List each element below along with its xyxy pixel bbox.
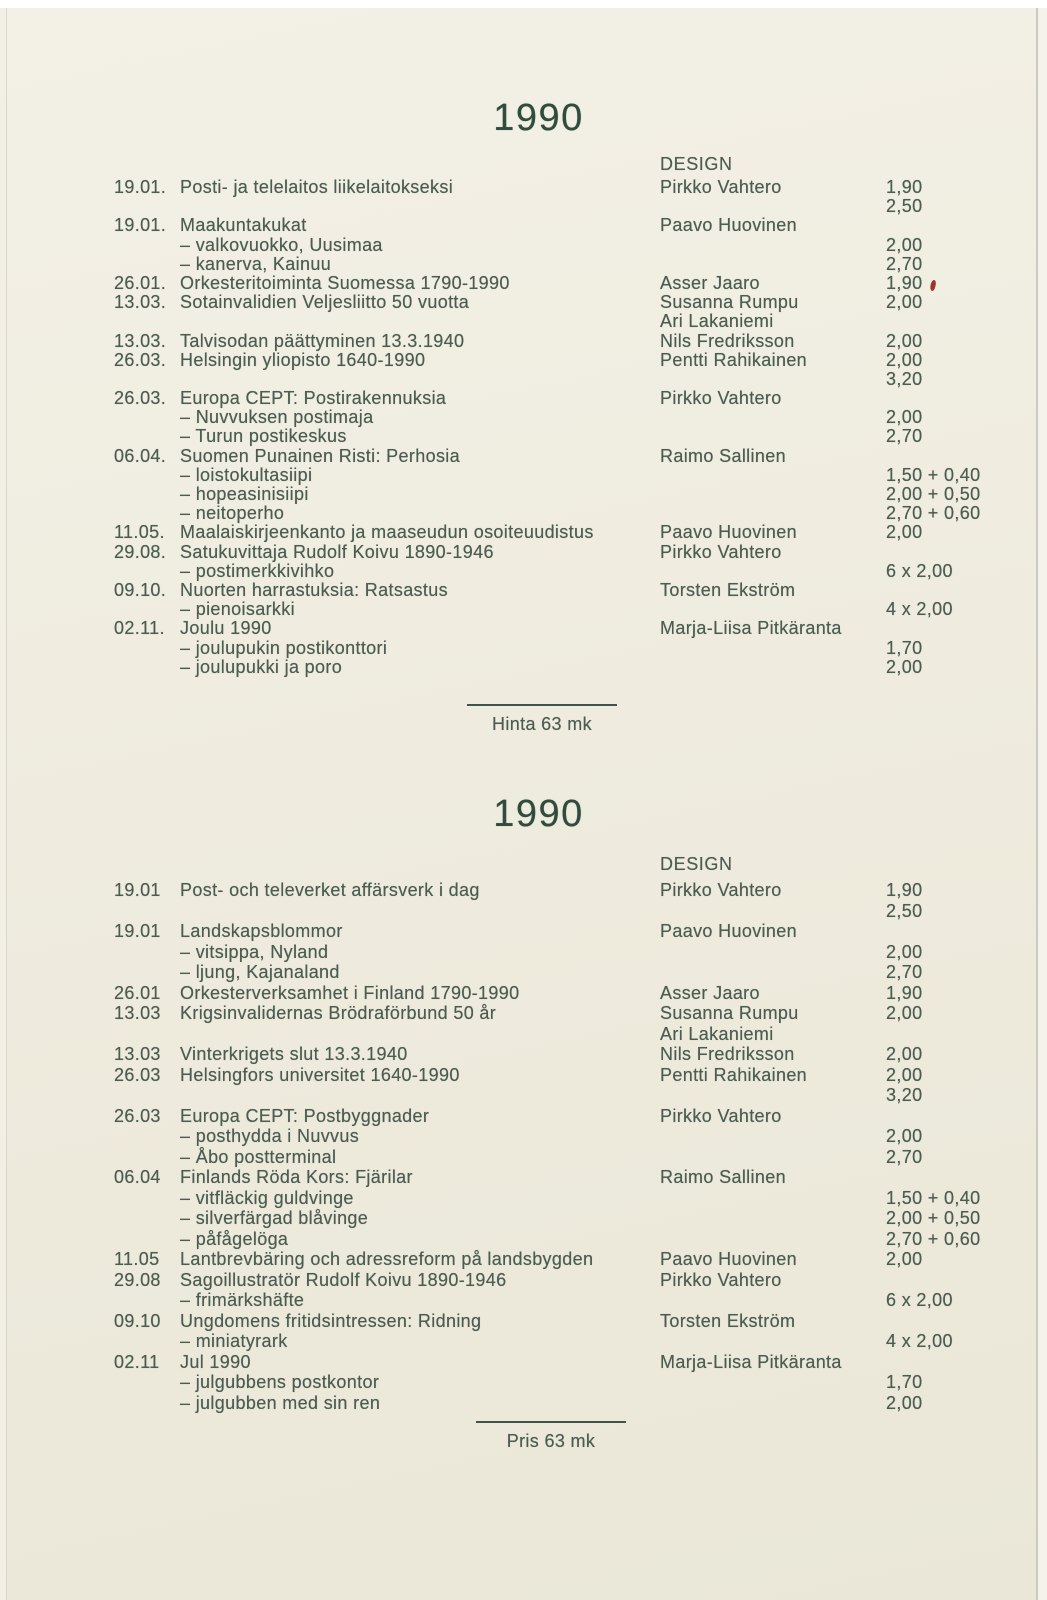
issue-date: 29.08 xyxy=(114,1269,161,1290)
year-heading: 1990 xyxy=(493,97,584,139)
price-cell xyxy=(886,427,1047,446)
issue-variant: – postimerkkivihko xyxy=(180,560,335,581)
table-row xyxy=(0,523,1047,542)
issue-table xyxy=(0,880,1047,1413)
table-row xyxy=(0,1372,1047,1393)
table-row xyxy=(0,1106,1047,1127)
issue-title: Post- och televerket affärsverk i dag xyxy=(180,880,480,900)
price-value: 4 x 2,00 xyxy=(886,1331,953,1351)
issue-date: 06.04 xyxy=(114,1167,161,1187)
issue-date: 26.03. xyxy=(114,388,167,409)
price-cell xyxy=(886,255,1047,274)
price-cell xyxy=(886,1393,1047,1414)
price-value: 2,00 xyxy=(886,234,923,255)
table-row xyxy=(0,1352,1047,1373)
table-row xyxy=(0,1147,1047,1168)
issue-variant: – julgubben med sin ren xyxy=(180,1392,381,1413)
issue-title: Suomen Punainen Risti: Perhosia xyxy=(180,445,461,466)
issue-title: Europa CEPT: Postirakennuksia xyxy=(180,388,447,409)
price-value: 2,70 + 0,60 xyxy=(886,503,981,524)
price-cell xyxy=(886,1188,1047,1209)
table-row xyxy=(0,255,1047,274)
price-cell xyxy=(886,523,1047,542)
stamp-issue-list-finnish xyxy=(0,96,1047,735)
table-row xyxy=(0,236,1047,255)
price-value: 4 x 2,00 xyxy=(886,599,953,620)
table-row xyxy=(0,274,1047,293)
issue-variant: – silverfärgad blåvinge xyxy=(180,1208,369,1228)
price-cell xyxy=(886,1126,1047,1147)
designer-name: Pirkko Vahtero xyxy=(660,1269,782,1290)
price-cell xyxy=(886,293,1047,312)
issue-date: 11.05. xyxy=(114,522,165,543)
issue-date: 09.10. xyxy=(114,579,167,600)
price-value: 2,00 xyxy=(886,407,923,428)
table-row xyxy=(0,1044,1047,1065)
issue-title: Sotainvalidien Veljesliitto 50 vuotta xyxy=(180,292,470,313)
price-value: 2,00 xyxy=(886,1392,923,1413)
table-row xyxy=(0,1331,1047,1352)
price-note xyxy=(476,1421,626,1452)
issue-date: 13.03. xyxy=(114,330,167,351)
price-value: 2,70 + 0,60 xyxy=(886,1228,981,1249)
designer-name: Pentti Rahikainen xyxy=(660,1064,808,1085)
designer-name: Paavo Huovinen xyxy=(660,522,797,543)
issue-date: 13.03 xyxy=(114,1044,161,1064)
designer-name: Pentti Rahikainen xyxy=(660,349,808,370)
price-cell xyxy=(886,1372,1047,1393)
issue-variant: – hopeasinisiipi xyxy=(180,484,309,504)
designer-name: Susanna Rumpu xyxy=(660,292,799,313)
price-cell xyxy=(886,1290,1047,1311)
table-row xyxy=(0,962,1047,983)
issue-date: 19.01. xyxy=(114,177,167,197)
table-row xyxy=(0,639,1047,658)
price-value: 3,20 xyxy=(886,1085,923,1105)
price-value: 1,70 xyxy=(886,1372,923,1392)
price-value: 2,00 + 0,50 xyxy=(886,484,981,504)
price-value: 1,90 xyxy=(886,272,923,293)
table-row xyxy=(0,600,1047,619)
price-note xyxy=(467,704,617,735)
price-note-text: Hinta 63 mk xyxy=(492,713,592,734)
table-row xyxy=(0,178,1047,197)
issue-variant: – kanerva, Kainuu xyxy=(180,253,332,274)
table-row xyxy=(0,197,1047,216)
price-cell xyxy=(886,983,1047,1004)
table-row xyxy=(0,466,1047,485)
issue-title: Landskapsblommor xyxy=(180,921,343,941)
price-cell xyxy=(886,901,1047,922)
table-row xyxy=(0,1270,1047,1291)
price-value: 1,90 xyxy=(886,177,923,197)
table-row xyxy=(0,408,1047,427)
price-value: 2,00 xyxy=(886,1003,923,1023)
price-note-text: Pris 63 mk xyxy=(506,1431,596,1451)
table-row xyxy=(0,983,1047,1004)
issue-variant: – valkovuokko, Uusimaa xyxy=(180,234,383,255)
price-value: 2,70 xyxy=(886,1146,923,1167)
price-value: 2,00 xyxy=(886,1064,923,1085)
price-value: 2,00 xyxy=(886,349,923,370)
issue-title: Posti- ja telelaitos liikelaitokseksi xyxy=(180,177,454,197)
designer-name: Torsten Ekström xyxy=(660,579,796,600)
issue-title: Satukuvittaja Rudolf Koivu 1890-1946 xyxy=(180,541,494,562)
price-cell xyxy=(886,274,1047,293)
table-row xyxy=(0,1167,1047,1188)
issue-variant: – vitfläckig guldvinge xyxy=(180,1187,354,1208)
ink-speck-artifact xyxy=(930,279,938,291)
designer-name: Asser Jaaro xyxy=(660,272,760,293)
issue-title: Maakuntakukat xyxy=(180,215,307,236)
table-row xyxy=(0,921,1047,942)
issue-title: Lantbrevbäring och adressreform på landsbygden xyxy=(180,1249,594,1269)
table-row xyxy=(0,216,1047,235)
price-value: 2,00 xyxy=(886,1126,923,1146)
issue-table xyxy=(0,178,1047,677)
issue-variant: – julgubbens postkontor xyxy=(180,1372,380,1392)
price-value: 2,00 xyxy=(886,1249,923,1269)
designer-name: Raimo Sallinen xyxy=(660,1167,786,1187)
table-row xyxy=(0,1290,1047,1311)
issue-date: 26.01 xyxy=(114,982,161,1003)
issue-title: Maalaiskirjeenkanto ja maaseudun osoiteuudistus xyxy=(180,522,594,543)
price-value: 1,90 xyxy=(886,982,923,1003)
issue-title: Helsingin yliopisto 1640-1990 xyxy=(180,349,426,370)
issue-date: 11.05 xyxy=(114,1249,160,1269)
table-row xyxy=(0,1311,1047,1332)
designer-name: Pirkko Vahtero xyxy=(660,880,782,900)
issue-variant: – miniatyrark xyxy=(180,1331,288,1351)
table-row xyxy=(0,351,1047,370)
price-cell xyxy=(886,1044,1047,1065)
price-cell xyxy=(886,332,1047,351)
issue-title: Orkesterverksamhet i Finland 1790-1990 xyxy=(180,982,520,1003)
table-row xyxy=(0,370,1047,389)
price-cell xyxy=(886,1003,1047,1024)
issue-title: Sagoillustratör Rudolf Koivu 1890-1946 xyxy=(180,1269,507,1290)
price-value: 2,70 xyxy=(886,253,923,274)
price-value: 1,50 + 0,40 xyxy=(886,464,981,485)
price-cell xyxy=(886,1249,1047,1270)
designer-name: Ari Lakaniemi xyxy=(660,1023,774,1044)
designer-name: Pirkko Vahtero xyxy=(660,1105,782,1126)
price-value: 2,50 xyxy=(886,900,923,921)
issue-date: 29.08. xyxy=(114,541,167,562)
designer-name: Marja-Liisa Pitkäranta xyxy=(660,1351,842,1372)
issue-title: Helsingfors universitet 1640-1990 xyxy=(180,1064,460,1085)
table-row xyxy=(0,658,1047,677)
issue-title: Talvisodan päättyminen 13.3.1940 xyxy=(180,330,465,351)
price-cell xyxy=(886,1065,1047,1086)
price-cell xyxy=(886,504,1047,523)
price-value: 2,00 xyxy=(886,292,923,313)
issue-date: 26.03. xyxy=(114,349,167,370)
issue-variant: – ljung, Kajanaland xyxy=(180,962,340,982)
issue-variant: – Åbo postterminal xyxy=(180,1146,337,1167)
stamp-issue-list-swedish xyxy=(0,792,1047,1452)
issue-title: Joulu 1990 xyxy=(180,618,272,639)
issue-date: 26.03 xyxy=(114,1064,161,1085)
design-column-header: DESIGN xyxy=(660,854,733,874)
price-cell xyxy=(886,485,1047,504)
price-value: 2,00 xyxy=(886,330,923,351)
issue-variant: – neitoperho xyxy=(180,503,285,524)
table-row xyxy=(0,619,1047,638)
table-row xyxy=(0,543,1047,562)
designer-name: Susanna Rumpu xyxy=(660,1003,799,1023)
issue-date: 13.03. xyxy=(114,292,167,313)
table-row xyxy=(0,312,1047,331)
table-row xyxy=(0,1065,1047,1086)
issue-date: 13.03 xyxy=(114,1003,161,1023)
price-value: 1,70 xyxy=(886,637,923,658)
designer-name: Ari Lakaniemi xyxy=(660,311,774,332)
table-row xyxy=(0,562,1047,581)
designer-name: Pirkko Vahtero xyxy=(660,541,782,562)
price-cell xyxy=(886,880,1047,901)
price-cell xyxy=(886,178,1047,197)
price-cell xyxy=(886,197,1047,216)
issue-title: Ungdomens fritidsintressen: Ridning xyxy=(180,1310,482,1331)
issue-title: Jul 1990 xyxy=(180,1351,251,1372)
issue-title: Nuorten harrastuksia: Ratsastus xyxy=(180,579,448,600)
table-row xyxy=(0,389,1047,408)
table-row xyxy=(0,1249,1047,1270)
price-value: 2,00 xyxy=(886,1044,923,1064)
issue-date: 02.11 xyxy=(114,1351,160,1372)
issue-variant: – joulupukki ja poro xyxy=(180,656,343,677)
table-row xyxy=(0,1126,1047,1147)
price-value: 1,50 + 0,40 xyxy=(886,1187,981,1208)
price-cell xyxy=(886,658,1047,677)
table-row xyxy=(0,581,1047,600)
table-row xyxy=(0,901,1047,922)
price-cell xyxy=(886,1085,1047,1106)
issue-variant: – pienoisarkki xyxy=(180,599,295,620)
year-heading: 1990 xyxy=(493,793,584,835)
designer-name: Torsten Ekström xyxy=(660,1310,796,1331)
issue-title: Krigsinvalidernas Brödraförbund 50 år xyxy=(180,1003,497,1023)
table-row xyxy=(0,1085,1047,1106)
price-cell xyxy=(886,639,1047,658)
issue-variant: – påfågelöga xyxy=(180,1228,289,1249)
table-row xyxy=(0,1188,1047,1209)
table-row xyxy=(0,1208,1047,1229)
designer-name: Nils Fredriksson xyxy=(660,1044,795,1064)
issue-date: 19.01. xyxy=(114,215,167,236)
table-row xyxy=(0,880,1047,901)
table-row xyxy=(0,332,1047,351)
designer-name: Marja-Liisa Pitkäranta xyxy=(660,618,842,639)
price-cell xyxy=(886,1331,1047,1352)
table-row xyxy=(0,485,1047,504)
price-cell xyxy=(886,962,1047,983)
table-row xyxy=(0,1003,1047,1024)
issue-variant: – Turun postikeskus xyxy=(180,426,347,447)
issue-variant: – Nuvvuksen postimaja xyxy=(180,407,374,428)
price-cell xyxy=(886,236,1047,255)
table-row xyxy=(0,504,1047,523)
table-row xyxy=(0,942,1047,963)
price-cell xyxy=(886,351,1047,370)
designer-name: Nils Fredriksson xyxy=(660,330,795,351)
issue-date: 02.11. xyxy=(114,618,165,639)
issue-title: Orkesteritoiminta Suomessa 1790-1990 xyxy=(180,272,510,293)
price-value: 2,00 xyxy=(886,522,923,543)
designer-name: Pirkko Vahtero xyxy=(660,177,782,197)
designer-name: Paavo Huovinen xyxy=(660,1249,797,1269)
issue-date: 19.01 xyxy=(114,880,161,900)
issue-title: Finlands Röda Kors: Fjärilar xyxy=(180,1167,413,1187)
price-cell xyxy=(886,408,1047,427)
issue-variant: – joulupukin postikonttori xyxy=(180,637,388,658)
table-row xyxy=(0,427,1047,446)
price-cell xyxy=(886,466,1047,485)
issue-date: 19.01 xyxy=(114,921,161,941)
page-top-edge xyxy=(0,0,1047,8)
issue-date: 06.04. xyxy=(114,445,167,466)
price-value: 3,20 xyxy=(886,368,923,389)
issue-title: Europa CEPT: Postbyggnader xyxy=(180,1105,430,1126)
price-value: 2,70 xyxy=(886,426,923,447)
designer-name: Paavo Huovinen xyxy=(660,215,797,236)
issue-variant: – loistokultasiipi xyxy=(180,464,313,485)
price-value: 6 x 2,00 xyxy=(886,1290,953,1310)
price-value: 2,00 xyxy=(886,656,923,677)
issue-date: 26.03 xyxy=(114,1105,161,1126)
issue-title: Vinterkrigets slut 13.3.1940 xyxy=(180,1044,408,1064)
price-cell xyxy=(886,370,1047,389)
price-value: 2,00 + 0,50 xyxy=(886,1208,981,1228)
price-value: 6 x 2,00 xyxy=(886,560,953,581)
price-cell xyxy=(886,562,1047,581)
issue-date: 09.10 xyxy=(114,1310,161,1331)
issue-variant: – frimärkshäfte xyxy=(180,1290,305,1310)
table-row xyxy=(0,1393,1047,1414)
price-cell xyxy=(886,1147,1047,1168)
table-row xyxy=(0,1024,1047,1045)
designer-name: Paavo Huovinen xyxy=(660,921,797,941)
issue-variant: – vitsippa, Nyland xyxy=(180,941,329,962)
price-cell xyxy=(886,600,1047,619)
table-row xyxy=(0,1229,1047,1250)
design-column-header: DESIGN xyxy=(660,154,733,174)
price-cell xyxy=(886,942,1047,963)
table-row xyxy=(0,447,1047,466)
table-row xyxy=(0,293,1047,312)
price-value: 2,70 xyxy=(886,962,923,982)
price-value: 1,90 xyxy=(886,880,923,900)
designer-name: Asser Jaaro xyxy=(660,982,760,1003)
designer-name: Pirkko Vahtero xyxy=(660,388,782,409)
designer-name: Raimo Sallinen xyxy=(660,445,786,466)
price-cell xyxy=(886,1208,1047,1229)
price-cell xyxy=(886,1229,1047,1250)
issue-variant: – posthydda i Nuvvus xyxy=(180,1126,360,1146)
price-value: 2,00 xyxy=(886,941,923,962)
issue-date: 26.01. xyxy=(114,272,167,293)
price-value: 2,50 xyxy=(886,196,923,217)
